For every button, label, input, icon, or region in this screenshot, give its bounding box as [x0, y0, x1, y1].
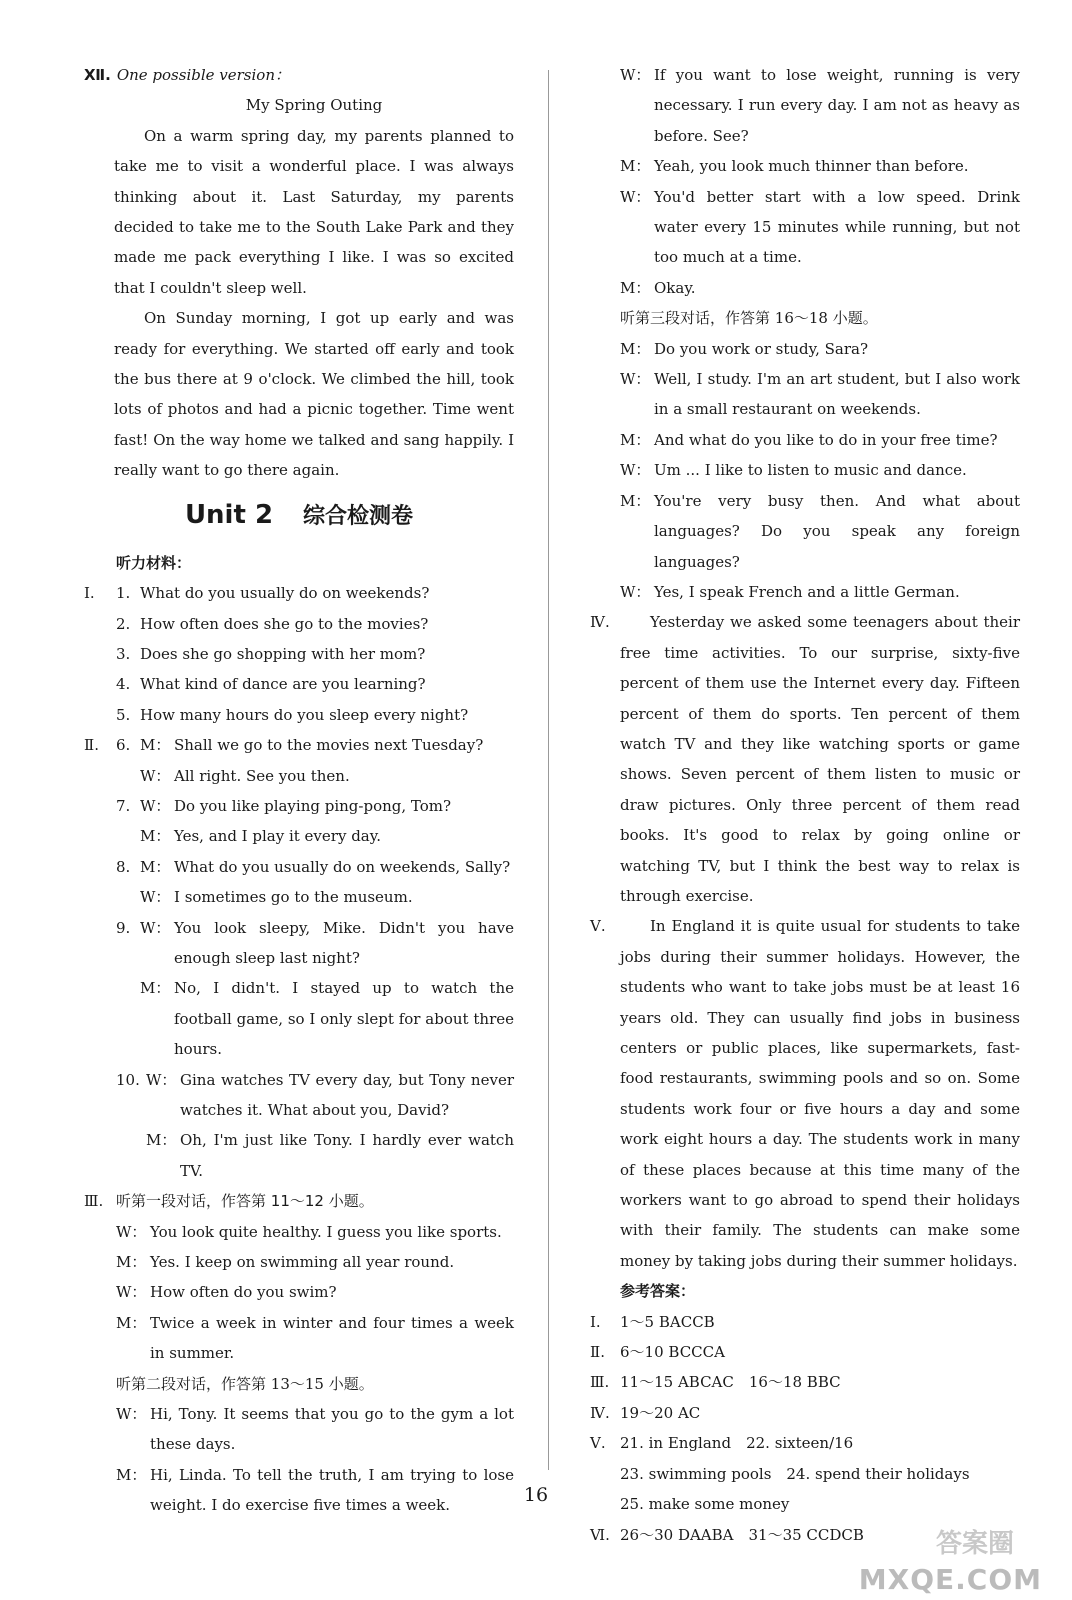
text-segment: And what do you like to do in your free time?	[654, 430, 998, 449]
dialogue-line	[116, 1399, 514, 1460]
question-item	[116, 639, 514, 669]
text-segment: M：	[116, 1253, 147, 1272]
text-segment: W：	[116, 1405, 147, 1424]
text-segment: M：	[140, 827, 171, 846]
essay-paragraph: On Sunday morning, I got up early and was ready for everything. We started off early and took the bus there at 9 o'clock. We climbed the hill, took lots of photos and had a picnic together. Time went fast! On the way home we talked and sang happily. I really want to go there again.	[114, 309, 514, 480]
essay-intro	[84, 60, 514, 90]
dialogue-line	[116, 1217, 514, 1247]
text-segment: 5.	[116, 705, 131, 724]
text-segment: Ⅵ.	[590, 1525, 610, 1544]
answer-row	[590, 1337, 1020, 1367]
dialogue-line	[620, 455, 1020, 485]
text-segment: W：	[140, 766, 171, 785]
dialogue-line	[620, 182, 1020, 273]
answer-row	[590, 1307, 1020, 1337]
text-segment: How many hours do you sleep every night?	[140, 705, 469, 724]
text-segment: M：	[620, 157, 651, 176]
text-segment: M：	[146, 1131, 177, 1150]
passage: Yesterday we asked some teenagers about their free time activities. To our surprise, sixty-five percent of them use the Internet every day. Fifteen percent of them do sports. Ten percent of them watch TV and they like watching sports or game shows. Seven percent of them listen to music or draw pictures. Only three percent of them read books. It's good to relax by going online or watching TV, but I think the best way to relax is through exercise.	[620, 613, 1020, 905]
text-segment: 26～30 DAABA 31～35 CCDCB	[620, 1525, 864, 1544]
text-segment: M：	[620, 339, 651, 358]
text-segment: 9.	[116, 918, 131, 937]
text-segment: 10.	[116, 1070, 140, 1089]
text-segment: Ⅱ.	[590, 1343, 605, 1362]
dialogue-item	[116, 1065, 514, 1126]
dialogue-reply	[116, 882, 514, 912]
text-segment: 6～10 BCCCA	[620, 1343, 725, 1362]
text-segment: Um ... I like to listen to music and dance.	[654, 461, 967, 480]
instruction: 听第二段对话，作答第 13～15 小题。	[116, 1374, 374, 1393]
dialogue-line	[116, 1247, 514, 1277]
text-segment: Yes, I speak French and a little German.	[654, 582, 960, 601]
answers-label: 参考答案：	[620, 1282, 696, 1301]
text-segment: 2.	[116, 614, 131, 633]
instruction: 听第一段对话，作答第 11～12 小题。	[116, 1192, 374, 1211]
dialogue-item	[116, 913, 514, 974]
text-segment: 4.	[116, 675, 131, 694]
column-divider	[548, 70, 549, 1470]
text-segment: 23. swimming pools 24. spend their holidays	[620, 1464, 970, 1483]
dialogue-line	[620, 486, 1020, 577]
left-column	[84, 60, 514, 1521]
text-segment: 1.	[116, 584, 131, 603]
essay-title: My Spring Outing	[245, 96, 383, 115]
roman-numeral: Ⅲ.	[84, 1192, 104, 1211]
section-4	[590, 607, 1020, 911]
section-5	[590, 911, 1020, 1276]
unit-subtitle: 综合检测卷	[303, 503, 414, 529]
text-segment: M：	[116, 1313, 147, 1332]
text-segment: Oh, I'm just like Tony. I hardly ever watch TV.	[180, 1131, 514, 1180]
section-3	[84, 1186, 514, 1520]
dialogue-line	[620, 577, 1020, 607]
watermark-logo: 答案圈	[935, 1529, 1014, 1559]
text-segment: W：	[620, 187, 651, 206]
text-segment: W：	[116, 1283, 147, 1302]
text-segment: 8.	[116, 857, 131, 876]
section-1	[84, 578, 514, 730]
dialogue-reply	[116, 973, 514, 1064]
essay-intro-text: One possible version：	[116, 66, 290, 84]
essay-paragraph: On a warm spring day, my parents planned to take me to visit a wonderful place. I was always thinking about it. Last Saturday, my parents decided to take me to the South Lake Park and they made me pack everything I like. I was so excited that I couldn't sleep well.	[114, 126, 514, 297]
text-segment: W：	[116, 1222, 147, 1241]
dialogue-reply	[116, 761, 514, 791]
text-segment: M：	[140, 857, 171, 876]
text-segment: Ⅰ.	[590, 1312, 601, 1331]
text-segment: Hi, Tony. It seems that you go to the gym a lot these days.	[150, 1405, 514, 1454]
text-segment: W：	[140, 888, 171, 907]
text-segment: Ⅳ.	[590, 1403, 610, 1422]
text-segment: No, I didn't. I stayed up to watch the football game, so I only slept for about three hours.	[174, 979, 514, 1059]
text-segment: M：	[620, 491, 651, 510]
dialogue-line	[116, 1308, 514, 1369]
watermark-text: MXQE.COM	[858, 1563, 1042, 1596]
section-marker: Ⅻ.	[84, 66, 111, 84]
text-segment: Hi, Linda. To tell the truth, I am trying to lose weight. I do exercise five times a week.	[150, 1465, 514, 1515]
text-segment: What kind of dance are you learning?	[140, 675, 426, 694]
text-segment: Yes, and I play it every day.	[174, 827, 381, 846]
text-segment: 25. make some money	[620, 1495, 790, 1514]
text-segment: How often do you swim?	[150, 1283, 337, 1302]
text-segment: 1～5 BACCB	[620, 1312, 715, 1331]
text-segment: Yes. I keep on swimming all year round.	[150, 1253, 455, 1272]
text-segment: 6.	[116, 736, 131, 755]
dialogue-line	[620, 273, 1020, 303]
right-column	[590, 60, 1020, 1550]
roman-numeral: Ⅱ.	[84, 736, 99, 755]
text-segment: Well, I study. I'm an art student, but I also work in a small restaurant on weekends.	[654, 370, 1020, 419]
instruction: 听第三段对话，作答第 16～18 小题。	[620, 309, 878, 328]
text-segment: Shall we go to the movies next Tuesday?	[174, 736, 484, 755]
text-segment: M：	[140, 979, 171, 998]
text-segment: W：	[620, 370, 651, 389]
section-2	[84, 730, 514, 1186]
text-segment: M：	[116, 1465, 147, 1484]
question-item	[116, 700, 514, 730]
dialogue-line	[620, 60, 1020, 151]
dialogue-item	[116, 852, 514, 882]
unit-title: Unit 2	[184, 499, 274, 530]
text-segment: If you want to lose weight, running is very necessary. I run every day. I am not as heavy as before. See?	[654, 66, 1020, 145]
dialogue-line	[620, 425, 1020, 455]
dialogue-reply	[116, 821, 514, 851]
answer-row	[590, 1398, 1020, 1428]
text-segment: Ⅴ.	[590, 1434, 606, 1453]
text-segment: W：	[620, 66, 651, 84]
text-segment: M：	[620, 430, 651, 449]
text-segment: M：	[620, 278, 651, 297]
text-segment: W：	[146, 1070, 177, 1089]
text-segment: You're very busy then. And what about languages? Do you speak any foreign languages?	[654, 491, 1020, 571]
text-segment: Yeah, you look much thinner than before.	[654, 157, 969, 176]
listening-label: 听力材料：	[116, 553, 192, 572]
text-segment: All right. See you then.	[174, 766, 350, 785]
dialogue-item	[116, 730, 514, 760]
roman-numeral: Ⅴ.	[590, 917, 606, 936]
text-segment: What do you usually do on weekends?	[140, 584, 430, 603]
text-segment: I sometimes go to the museum.	[174, 888, 413, 907]
text-segment: 11～15 ABCAC 16～18 BBC	[620, 1373, 841, 1392]
text-segment: You look quite healthy. I guess you like sports.	[150, 1222, 502, 1241]
page-number: 16	[523, 1484, 549, 1506]
text-segment: Ⅲ.	[590, 1373, 610, 1392]
dialogue-line	[620, 151, 1020, 181]
text-segment: 19～20 AC	[620, 1403, 701, 1422]
text-segment: How often does she go to the movies?	[140, 614, 429, 633]
dialogue-line	[620, 364, 1020, 425]
text-segment: Okay.	[654, 278, 696, 297]
answer-row	[590, 1367, 1020, 1397]
text-segment: M：	[140, 736, 171, 755]
question-item	[116, 669, 514, 699]
text-segment: W：	[140, 796, 171, 815]
text-segment: Does she go shopping with her mom?	[140, 644, 426, 663]
dialogue-item	[116, 791, 514, 821]
text-segment: W：	[620, 461, 651, 480]
text-segment: W：	[620, 582, 651, 601]
question-item	[116, 578, 514, 608]
text-segment: Do you like playing ping-pong, Tom?	[174, 796, 452, 815]
text-segment: W：	[140, 918, 171, 937]
text-segment: Gina watches TV every day, but Tony never watches it. What about you, David?	[180, 1070, 514, 1119]
text-segment: What do you usually do on weekends, Sally?	[174, 857, 511, 876]
dialogue-reply	[116, 1125, 514, 1186]
text-segment: You look sleepy, Mike. Didn't you have enough sleep last night?	[174, 918, 514, 967]
question-item	[116, 609, 514, 639]
dialogue-line	[620, 334, 1020, 364]
passage: In England it is quite usual for students to take jobs during their summer holidays. However, the students who want to take jobs must be at least 16 years old. They can usually find jobs in business centers or public places, like supermarkets, fast-food restaurants, swimming pools and so on. Some students work four or five hours a day and some work eight hours a day. The students work in many of these places because at this time many of the workers want to go abroad to spend their holidays with their family. The students can make some money by taking jobs during their summer holidays.	[620, 917, 1020, 1270]
text-segment: 3.	[116, 644, 131, 663]
unit-heading	[84, 500, 514, 532]
text-segment: You'd better start with a low speed. Drink water every 15 minutes while running, but not too much at a time.	[654, 187, 1020, 267]
text-segment: Do you work or study, Sara?	[654, 339, 869, 358]
text-segment: 7.	[116, 796, 131, 815]
roman-numeral: Ⅰ.	[84, 584, 95, 603]
text-segment: 21. in England 22. sixteen/16	[620, 1434, 854, 1453]
roman-numeral: Ⅳ.	[590, 613, 610, 632]
dialogue-line	[116, 1277, 514, 1307]
text-segment: Twice a week in winter and four times a week in summer.	[150, 1313, 514, 1363]
